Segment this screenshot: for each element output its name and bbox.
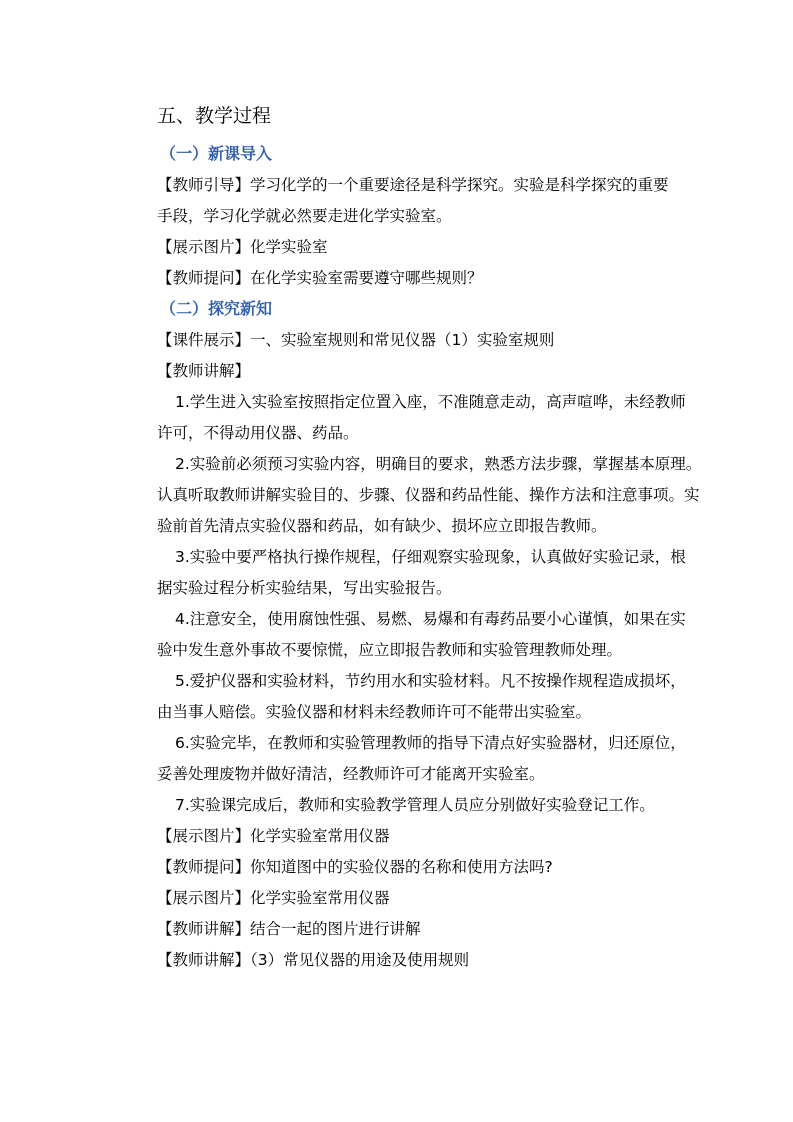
rules-section bbox=[157, 325, 702, 976]
rule-line: 妥善处理废物并做好清洁，经教师许可才能离开实验室。 bbox=[157, 765, 545, 783]
rule-line: 6.实验完毕，在教师和实验管理教师的指导下清点好实验器材，归还原位， bbox=[175, 734, 686, 752]
rule-line: 据实验过程分析实验结果，写出实验报告。 bbox=[157, 579, 452, 597]
rule-line: 验中发生意外事故不要惊慌，应立即报告教师和实验管理教师处理。 bbox=[157, 641, 623, 659]
text-line: 【教师提问】你知道图中的实验仪器的名称和使用方法吗? bbox=[157, 858, 553, 876]
text-line: 【教师讲解】 bbox=[157, 362, 251, 380]
text-line: 【展示图片】化学实验室 bbox=[157, 238, 328, 256]
subsection-title-1: （一）新课导入 bbox=[160, 144, 273, 163]
text-line: 【教师引导】学习化学的一个重要途径是科学探究。实验是科学探究的重要 bbox=[157, 176, 669, 194]
text-line: 手段，学习化学就必然要走进化学实验室。 bbox=[157, 207, 452, 225]
subsection-title-2: （二）探究新知 bbox=[160, 299, 273, 318]
text-line: 【课件展示】一、实验室规则和常见仪器（1）实验室规则 bbox=[157, 331, 555, 349]
text-line: 【展示图片】化学实验室常用仪器 bbox=[157, 889, 390, 907]
rule-line: 验前首先清点实验仪器和药品，如有缺少、损坏应立即报告教师。 bbox=[157, 517, 607, 535]
rule-line: 3.实验中要严格执行操作规程，仔细观察实验现象，认真做好实验记录，根 bbox=[175, 548, 686, 566]
rule-line: 4.注意安全，使用腐蚀性强、易燃、易爆和有毒药品要小心谨慎，如果在实 bbox=[175, 610, 686, 628]
rule-line: 7.实验课完成后，教师和实验教学管理人员应分别做好实验登记工作。 bbox=[175, 796, 655, 814]
rule-line: 许可，不得动用仪器、药品。 bbox=[157, 424, 359, 442]
rule-line: 1.学生进入实验室按照指定位置入座，不准随意走动，高声喧哗，未经教师 bbox=[175, 393, 686, 411]
text-line: 【展示图片】化学实验室常用仪器 bbox=[157, 827, 390, 845]
rule-line: 2.实验前必须预习实验内容，明确目的要求，熟悉方法步骤，掌握基本原理。 bbox=[175, 455, 702, 473]
text-line: 【教师提问】在化学实验室需要遵守哪些规则？ bbox=[157, 269, 483, 287]
text-line: 【教师讲解】结合一起的图片进行讲解 bbox=[157, 920, 421, 938]
rule-line: 认真听取教师讲解实验目的、步骤、仪器和药品性能、操作方法和注意事项。实 bbox=[157, 486, 700, 504]
intro-paragraph bbox=[157, 170, 677, 294]
section-title: 五、教学过程 bbox=[157, 105, 272, 127]
rule-line: 由当事人赔偿。实验仪器和材料未经教师许可不能带出实验室。 bbox=[157, 703, 592, 721]
rule-line: 5.爱护仪器和实验材料，节约用水和实验材料。凡不按操作规程造成损坏， bbox=[175, 672, 686, 690]
text-line: 【教师讲解】（3）常见仪器的用途及使用规则 bbox=[157, 951, 470, 969]
